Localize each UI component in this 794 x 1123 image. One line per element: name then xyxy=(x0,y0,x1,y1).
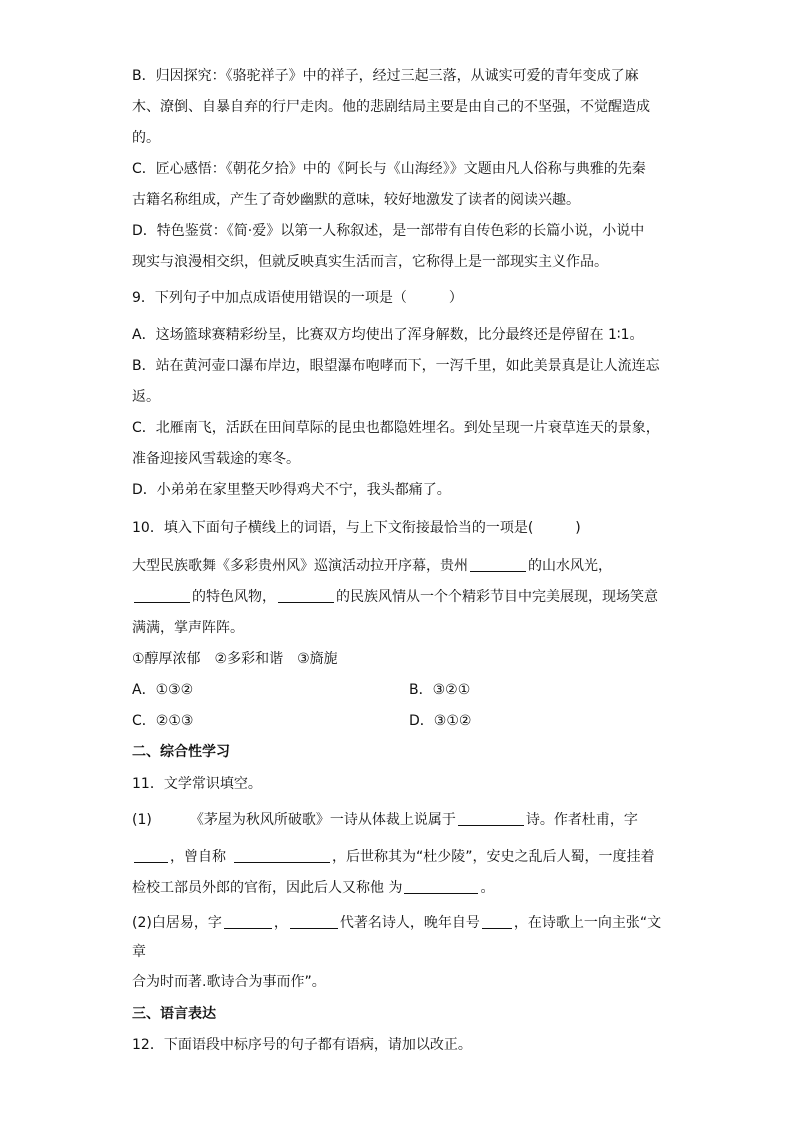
q11-text: ，后世称其为“杜少陵”，安史之乱后人蜀，一度挂着 xyxy=(332,849,655,865)
q11-part2-line3: 合为时而著.歌诗合为事而作”。 xyxy=(132,974,326,990)
q9-option-a: A．这场篮球赛精彩纷呈，比赛双方均使出了浑身解数，比分最终还是停留在 1∶1。 xyxy=(132,327,644,343)
q11-text: 检校工部员外郎的官衔，因此后人又称他 为 xyxy=(132,880,403,896)
q11-blank-courtesy-name[interactable] xyxy=(134,848,168,863)
q11-part2-line2: 章 xyxy=(132,944,146,960)
section-heading-3: 三、语言表达 xyxy=(132,1006,216,1022)
q10-word-choices: ①醇厚浓郁 ②多彩和谐 ③旖旎 xyxy=(132,651,338,667)
q11-text: ，曾自称 xyxy=(170,849,226,865)
q10-passage-text: 的特色风物， xyxy=(192,589,276,605)
q11-blank-dynasty[interactable] xyxy=(290,914,338,929)
q11-part2-line1 xyxy=(132,913,672,933)
q10-option-b: B．③②① xyxy=(409,682,471,698)
q11-part1-number: (1) xyxy=(132,812,152,828)
q11-blank-bai-courtesy[interactable] xyxy=(224,914,272,929)
q10-blank-3[interactable] xyxy=(278,588,334,603)
q11-blank-genre[interactable] xyxy=(458,811,524,826)
q11-text: ，在诗歌上一向主张“文 xyxy=(513,915,662,931)
q11-text: (2)白居易，字 xyxy=(132,915,222,931)
q10-blank-1[interactable] xyxy=(470,557,526,572)
q8-option-c-line1: C．匠心感悟：《朝花夕拾》中的《阿长与《山海经》》文题由凡人俗称与典雅的先秦 xyxy=(132,161,646,177)
q9-option-c-line1: C．北雁南飞，活跃在田间草际的昆虫也都隐姓埋名。到处呈现一片衰草连天的景象， xyxy=(132,420,660,436)
q8-option-d-line2: 现实与浪漫相交织，但就反映真实生活而言，它称得上是一部现实主义作品。 xyxy=(132,254,608,270)
q8-option-b-line3: 的。 xyxy=(132,130,160,146)
q9-option-b-line2: 返。 xyxy=(132,389,160,405)
q11-stem: 11．文学常识填空。 xyxy=(132,776,262,792)
q11-text: ， xyxy=(273,915,288,931)
q11-blank-alias[interactable] xyxy=(404,879,478,894)
q11-part1-line1 xyxy=(132,810,672,830)
q11-blank-late-name[interactable] xyxy=(482,914,512,929)
q11-text: 代著名诗人，晚年自号 xyxy=(339,915,480,931)
q11-text: 。 xyxy=(480,880,495,896)
section-heading-2: 二、综合性学习 xyxy=(132,744,230,760)
q11-part1-line3 xyxy=(132,878,672,898)
q10-option-a: A．①③② xyxy=(132,682,194,698)
q10-blank-2[interactable] xyxy=(134,588,190,603)
q9-option-b-line1: B．站在黄河壶口瀑布岸边，眼望瀑布咆哮而下，一泻千里，如此美景真是让人流连忘 xyxy=(132,358,660,374)
q10-options-row2 xyxy=(132,711,672,731)
q12-stem: 12．下面语段中标序号的句子都有语病，请加以改正。 xyxy=(132,1037,472,1053)
q10-options-row1 xyxy=(132,680,672,700)
q9-option-d: D．小弟弟在家里整天吵得鸡犬不宁，我头都痛了。 xyxy=(132,482,451,498)
q10-passage-line3: 满满，掌声阵阵。 xyxy=(132,620,244,636)
q8-option-c-line2: 古籍名称组成，产生了奇妙幽默的意味，较好地激发了读者的阅读兴趣。 xyxy=(132,192,580,208)
q10-stem: 10．填入下面句子横线上的词语，与上下文衔接最恰当的一项是( ) xyxy=(132,520,581,536)
q9-stem: 9．下列句子中加点成语使用错误的一项是（ ） xyxy=(132,290,463,306)
q10-passage-line2 xyxy=(132,587,672,607)
q10-passage-text: 大型民族歌舞《多彩贵州风》巡演活动拉开序幕，贵州 xyxy=(132,558,468,574)
q10-passage-text: 的民族风情从一个个精彩节目中完美展现，现场笑意 xyxy=(336,589,658,605)
q9-option-c-line2: 准备迎接风雪载途的寒冬。 xyxy=(132,451,300,467)
q10-passage-line1 xyxy=(132,556,672,576)
q8-option-d-line1: D．特色鉴赏：《简·爱》以第一人称叙述，是一部带有自传色彩的长篇小说，小说中 xyxy=(132,223,645,239)
q11-text: 诗。作者杜甫，字 xyxy=(525,812,638,828)
q10-option-d: D．③①② xyxy=(409,713,472,729)
q10-option-c: C．②①③ xyxy=(132,713,194,729)
q11-part1-line2 xyxy=(132,847,672,867)
q8-option-b-line2: 木、潦倒、自暴自弃的行尸走肉。他的悲剧结局主要是由自己的不坚强，不觉醒造成 xyxy=(132,99,650,115)
q10-passage-text: 的山水风光， xyxy=(528,558,612,574)
q8-option-b-line1: B．归因探究：《骆驼祥子》中的祥子，经过三起三落，从诚实可爱的青年变成了麻 xyxy=(132,68,639,84)
q11-text: 《茅屋为秋风所破歌》一诗从体裁上说属于 xyxy=(189,812,456,828)
q11-blank-self-title[interactable] xyxy=(234,848,330,863)
